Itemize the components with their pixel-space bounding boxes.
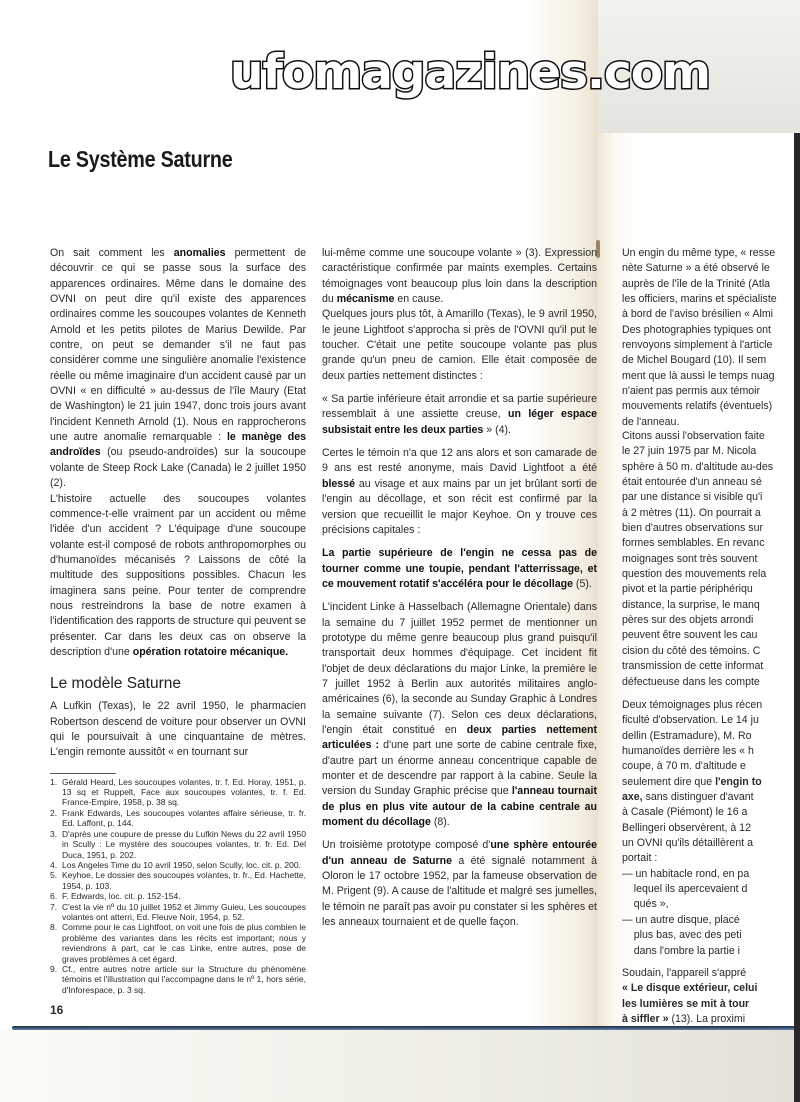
text: » (4).: [483, 423, 511, 436]
text: distance, la surprise, le manq: [622, 598, 760, 611]
text: pères sur des objets arrondi: [622, 614, 754, 627]
text-line: [622, 928, 794, 943]
text-line: [622, 713, 794, 728]
text-line: [622, 261, 794, 276]
text-line: [622, 567, 794, 582]
text-line: [622, 698, 794, 713]
text-line: [622, 353, 794, 368]
text: les officiers, marins et spécialiste: [622, 293, 777, 306]
text: nète Saturne » a été observé le: [622, 262, 770, 275]
text: L'incident Linke à Hasselbach (Allemagne Orientale) dans la semaine du 7 juillet 1952 permet de mentionner un prototype du même genre beaucoup plus grand puisqu'il transportait deux hommes d'équipage. Cet incident fit l'objet de deux déclarations du major Linke, la première le 7 juillet 1952 à Berlin aux autorités militaires anglo-américaines (6), la seconde au Sunday Graphic à Londres la semaine suivante (7). Selon ces deux déclarations, l'engin était constitué en: [322, 601, 597, 736]
text: auprès de l'île de la Trinité (Atla: [622, 277, 771, 290]
text: d'une part une sorte de cabine centrale fixe, d'autre part un énorme anneau concentrique capable de monter et de descendre par rapport à la cabine. Seule la version du Sunday Graphic précise que: [322, 739, 597, 798]
footnotes-list: [50, 777, 306, 996]
footnote: [50, 777, 306, 808]
text: Citons aussi l'observation faite: [622, 430, 765, 442]
text: portait :: [622, 852, 658, 865]
text: (5).: [572, 577, 592, 590]
paragraph: [50, 492, 306, 661]
paragraph: [322, 446, 597, 538]
text: qués »,: [622, 898, 669, 911]
text: pivot et la partie périphériqu: [622, 583, 753, 596]
text: Deux témoignages plus récen: [622, 699, 763, 711]
text: a été signalé notamment à Oloron le 17 octobre 1952, par la fameuse observation de M. Prigent (9). A cause de l'altitude et malgré ses jumelles, le témoin ne paraît pas avoir pu constater si les sphères et les anneaux tournaient et de quelle façon.: [322, 854, 598, 929]
paragraph: [50, 699, 306, 760]
text: (8).: [430, 816, 450, 829]
text: seulement dire que: [622, 775, 716, 788]
text: humanoïdes derrière les « h: [622, 745, 754, 758]
text: n'aient pas permis aux témoir: [622, 385, 761, 398]
text: lui-même comme une soucoupe volante » (3). Expression caractéristique confirmée par maints exemples. Certains témoignages vont beaucoup plus loin dans la description du: [322, 247, 597, 306]
scanner-background-bottom: [0, 1030, 800, 1102]
text-line: [622, 790, 794, 805]
footnote: [50, 964, 306, 995]
text: par une distance si visible qu'i: [622, 491, 763, 504]
footnote-number: 8.: [50, 922, 58, 933]
text: bien d'autres observations sur: [622, 522, 763, 535]
text: A Lufkin (Texas), le 22 avril 1950, le pharmacien Robertson descend de voiture pour observer un OVNI qui le poursuivait à une cinquantaine de mètres. L'engin remonte aussitôt « en tournant sur: [50, 700, 306, 759]
text: — un autre disque, placé: [622, 913, 740, 926]
text: ficulté d'observation. Le 14 ju: [622, 714, 759, 727]
text-line: [622, 897, 794, 912]
text: à bord de l'aviso brésilien « Almi: [622, 308, 774, 321]
footnote-number: 6.: [50, 891, 58, 902]
text-line: [622, 246, 794, 261]
scan-right-edge: [794, 133, 800, 1102]
text: transmission de cette informat: [622, 660, 764, 673]
footnote-text: Cf., entre autres notre article sur la Structure du phénomène témoins et l'illustration qui l'accompagne dans le nº 1, hors série, d'Inforespace, p. 3 sq.: [62, 963, 306, 995]
text-line: [622, 506, 794, 521]
footnote-text: Keyhoe, Le dossier des soucoupes volantes, tr. fr., Ed. Hachette, 1954, p. 103.: [62, 870, 306, 891]
footnote: [50, 891, 306, 901]
footnote-number: 4.: [50, 859, 58, 870]
footnote: [50, 902, 306, 923]
text-line: [622, 981, 794, 996]
watermark: ufomagazines.com: [230, 45, 711, 100]
text-line: [622, 613, 794, 628]
paragraph: [322, 392, 597, 438]
text-line: [622, 399, 794, 414]
bold-text: l'engin to: [715, 775, 762, 788]
text-line: [622, 744, 794, 759]
text: formes semblables. En revanc: [622, 537, 765, 550]
bold-text: à siffler »: [622, 1013, 669, 1026]
section-heading: Le modèle Saturne: [50, 675, 181, 693]
text-line: [622, 475, 794, 490]
text: Bellingeri observèrent, à 12: [622, 821, 751, 834]
footnote: [50, 808, 306, 829]
middle-column: [322, 246, 597, 930]
text-line: [622, 944, 794, 959]
bold-text: anomalies: [173, 247, 226, 259]
paragraph: [622, 966, 794, 1027]
text-line: [622, 1012, 794, 1027]
paragraph: [622, 429, 794, 690]
text: (ou pseudo-androïdes) sur la soucoupe volante de Steep Rock Lake (Canada) le 2 juillet 1950 (2).: [50, 446, 306, 490]
footnote-number: 2.: [50, 807, 58, 818]
text-line: [622, 644, 794, 659]
text-line: [622, 277, 794, 292]
footnote-divider: [50, 773, 116, 774]
text: à 2 mètres (11). On pourrait a: [622, 506, 761, 519]
text-line: [622, 882, 794, 897]
footnote-text: F. Edwards, loc. cit. p. 152-154.: [62, 891, 181, 902]
text: Un engin du même type, « resse: [622, 247, 776, 259]
text: de l'anneau.: [622, 415, 680, 428]
text-line: [622, 966, 794, 981]
text: défectueuse dans les compte: [622, 675, 760, 688]
text-line: [622, 307, 794, 322]
footnote: [50, 870, 306, 891]
text: coupe, à 70 m. d'altitude e: [622, 760, 746, 773]
footnote-number: 3.: [50, 828, 58, 839]
text: On sait comment les: [50, 247, 174, 259]
footnote-text: Los Angeles Time du 10 avril 1950, selon Scully, loc. cit. p. 200.: [62, 859, 301, 870]
text-line: [622, 997, 794, 1012]
paragraph: [322, 546, 597, 592]
page-number: 16: [50, 1003, 64, 1018]
text: L'histoire actuelle des soucoupes volantes commence-t-elle vraiment par un accident ou même l'idée d'un accident ? L'équipage d'une soucoupe volante est-il composé de robots anthropomorphes ou d'humanoïdes mécanisés ? Laissons de côté la multitude des suppositions possibles. Chacun les imaginera sans peine. Pour tenter de comprendre nous restreindrons la base de notre examen à l'identification des rapports de structure qui peuvent se présenter. Car dans les deux cas on observe la description d'une: [50, 492, 306, 658]
text-line: [622, 805, 794, 820]
left-column: [50, 246, 306, 1017]
text-line: [622, 913, 794, 928]
paragraph: [622, 246, 794, 430]
text-line: [622, 659, 794, 674]
text-line: [622, 490, 794, 505]
text-line: [622, 415, 794, 430]
bold-text: un léger espace subsistait entre les deux parties: [322, 408, 597, 436]
text: (13). La proximi: [668, 1013, 746, 1026]
footnote-number: 1.: [50, 776, 58, 787]
text: ment que là aussi le temps nuag: [622, 369, 775, 382]
bold-text: opération rotatoire mécanique.: [132, 645, 289, 658]
bold-text: La partie supérieure de l'engin ne cessa pas de tourner comme une toupie, pendant l'atterrissage, et ce mouvement rotatif s'accéléra pour le décollage: [322, 547, 597, 590]
bold-text: mécanisme: [336, 293, 395, 306]
text-line: [622, 429, 794, 444]
text: « Sa partie inférieure était arrondie et sa partie supérieure ressemblait à une assiette creuse,: [322, 393, 597, 421]
text-line: [622, 836, 794, 851]
text: Certes le témoin n'a que 12 ans alors et son camarade de 9 ans est resté anonyme, mais David Lightfoot a été: [322, 447, 597, 475]
footnote-text: Comme pour le cas Lightfoot, on voit une fois de plus combien le problème des variantes dans les récits est important; nous y reviendrons à part, car le cas Linke, entre autres, pose de graves problèmes à cet égard.: [62, 922, 306, 964]
footnote-text: Frank Edwards, Les soucoupes volantes affaire sérieuse, tr. fr. Ed. Laffont, p. 144.: [62, 807, 306, 829]
text: un OVNI qu'ils détaillèrent a: [622, 837, 753, 850]
text-line: [622, 867, 794, 882]
text-line: [622, 675, 794, 690]
paragraph: [50, 246, 306, 492]
text: permettent de découvrir ce qui se passe sous la surface des apparences ordinaires. Même dans le domaine des OVNI on peut dire qu'il existe des apparences ordinaires comme les soucoupes volantes de Kenneth Arnold et les petits pilotes de Marius Dewilde. Par contre, on peut se demander s'il ne faut pas considérer comme une singulière anomalie l'existence réelle ou même imaginaire d'un accident causé par un OVNI « en difficulté » au-dessus de l'île Maury (Etat de Washington) le 21 juin 1947, donc trois jours avant l'incident Kenneth Arnold (1). Nous en rapprocherons une autre anomalie remarquable :: [50, 247, 307, 444]
text-line: [622, 536, 794, 551]
footnote-number: 9.: [50, 963, 58, 974]
paragraph: [322, 246, 597, 307]
bold-text: axe,: [622, 791, 643, 804]
text-line: [622, 729, 794, 744]
text: à Casale (Piémont) le 16 a: [622, 806, 748, 819]
text: moignages sont très souvent: [622, 552, 758, 565]
bold-text: « Le disque extérieur, celui: [622, 982, 758, 995]
text: Un troisième prototype composé d': [322, 839, 491, 852]
text: dans l'ombre la partie i: [622, 944, 741, 957]
paragraph: [622, 698, 794, 959]
text-line: [622, 775, 794, 790]
footnote-number: 5.: [50, 870, 58, 881]
text-line: [622, 338, 794, 353]
text: sphère à 50 m. d'altitude au-des: [622, 460, 774, 473]
text: Des photographies typiques ont: [622, 323, 772, 336]
footnote-number: 7.: [50, 901, 58, 912]
bold-text: deux parties nettement articulées :: [322, 723, 597, 752]
text-line: [622, 821, 794, 836]
text-line: [622, 444, 794, 459]
text-line: [622, 460, 794, 475]
footnote: [50, 829, 306, 860]
text: lequel ils apercevaient d: [622, 883, 748, 896]
bold-text: les lumières se mit à tour: [622, 997, 750, 1010]
text: plus bas, avec des peti: [622, 929, 742, 942]
text: Soudain, l'appareil s'appré: [622, 967, 747, 979]
text-line: [622, 598, 794, 613]
text: Quelques jours plus tôt, à Amarillo (Texas), le 9 avril 1950, le jeune Lightfoot s'approcha si près de l'OVNI qu'il put le toucher. C'était une petite soucoupe volante pas plus grande qu'un pneu de camion. Elle était composée de deux parties nettement distinctes :: [322, 308, 597, 382]
text-line: [622, 384, 794, 399]
text-line: [622, 552, 794, 567]
bold-text: l'anneau tournait de plus en plus vite autour de la cabine centrale au moment du décollage: [322, 785, 597, 829]
text: au visage et aux mains par un jet brûlant sorti de l'engin au décollage, et son récit est confirmé par la version que recueillit le major Keyhoe. On y trouve ces précisions capitales :: [322, 477, 597, 536]
text: — un habitacle rond, en pa: [622, 867, 750, 880]
text-line: [622, 851, 794, 866]
text-line: [622, 369, 794, 384]
footnote-text: C'est la vie nº du 10 juillet 1952 et Jimmy Guieu, Les soucoupes volantes ont atterri, Ed. Fleuve Noir, 1954, p. 52.: [62, 901, 306, 922]
text: mouvements relatifs (éventuels): [622, 400, 773, 413]
text: question des mouvements rela: [622, 568, 767, 581]
footnote: [50, 922, 306, 964]
article-title: Le Système Saturne: [48, 146, 233, 172]
paragraph: [322, 838, 597, 930]
footnote-text: Gérald Heard, Les soucoupes volantes, tr. f. Ed. Horay, 1951, p. 13 sq et Ruppelt, Face aux soucoupes volantes, tr. f. Ed. France-Empire, 1958, p. 38 sq.: [62, 776, 306, 808]
bold-text: le manège des androïdes: [50, 431, 307, 459]
text: de Michel Bougard (10). Il sem: [622, 354, 767, 367]
text: renvoyons simplement à l'article: [622, 339, 773, 352]
bold-text: blessé: [322, 477, 355, 490]
text-line: [622, 323, 794, 338]
text: était entourée d'un anneau sé: [622, 476, 762, 489]
text-line: [622, 759, 794, 774]
right-page-column: [622, 0, 794, 1030]
text: cision du côté des témoins. C: [622, 644, 761, 657]
footnote: [50, 860, 306, 870]
text: peuvent être souvent les cau: [622, 629, 758, 642]
paragraph: [322, 600, 597, 830]
text: le 27 juin 1975 par M. Nicola: [622, 445, 757, 458]
text-line: [622, 628, 794, 643]
text: sans distinguer d'avant: [642, 791, 754, 804]
text-line: [622, 292, 794, 307]
text-line: [622, 582, 794, 597]
paragraph: [322, 307, 597, 384]
bold-text: une sphère entourée d'un anneau de Saturne: [322, 839, 597, 867]
footnote-text: D'après une coupure de presse du Lufkin News du 22 avril 1950 in Scully : Le mystère des soucoupes volantes, tr. fr. Ed. Del Duca, 1951, p. 202.: [62, 828, 306, 860]
text-line: [622, 521, 794, 536]
text: en cause.: [394, 293, 444, 306]
text: dellin (Estramadure), M. Ro: [622, 729, 752, 742]
